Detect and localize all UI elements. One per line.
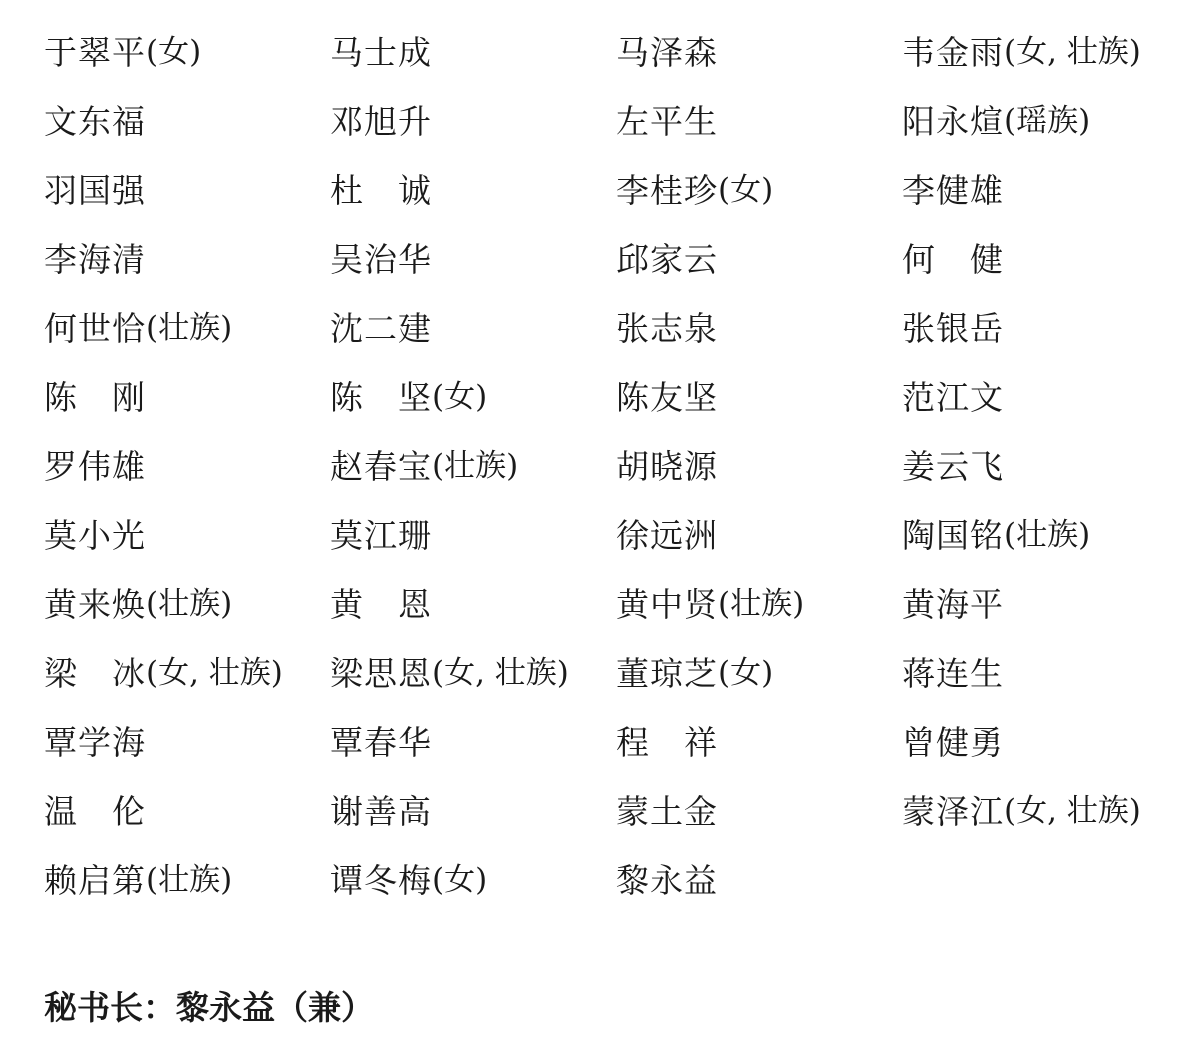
member-entry	[616, 777, 902, 846]
member-entry	[616, 363, 902, 432]
member-name: 羽国强	[44, 171, 146, 210]
member-name: 何 健	[902, 240, 1004, 279]
member-note: (壮族)	[146, 862, 233, 898]
member-entry	[902, 777, 1194, 846]
member-name: 张志泉	[616, 309, 718, 348]
member-name: 范江文	[902, 378, 1004, 417]
member-entry	[902, 87, 1194, 156]
member-entry	[44, 87, 330, 156]
member-name: 陶国铭	[902, 516, 1004, 555]
member-name: 陈 刚	[44, 378, 146, 417]
member-name: 韦金雨	[902, 33, 1004, 72]
member-entry	[330, 639, 616, 708]
member-entry	[616, 570, 902, 639]
member-entry	[44, 846, 330, 915]
member-entry	[330, 87, 616, 156]
member-name: 梁思恩	[330, 654, 432, 693]
member-name: 莫江珊	[330, 516, 432, 555]
member-entry	[330, 225, 616, 294]
member-entry	[616, 156, 902, 225]
member-name: 覃春华	[330, 723, 432, 762]
member-entry	[44, 156, 330, 225]
member-entry	[330, 570, 616, 639]
member-entry	[902, 225, 1194, 294]
member-entry	[44, 18, 330, 87]
member-note: (女)	[718, 655, 774, 691]
member-name: 罗伟雄	[44, 447, 146, 486]
member-name: 黄 恩	[330, 585, 432, 624]
member-entry	[902, 708, 1194, 777]
member-entry	[44, 432, 330, 501]
member-name: 李桂珍	[616, 171, 718, 210]
member-entry	[44, 639, 330, 708]
member-name: 赖启第	[44, 861, 146, 900]
member-entry	[44, 294, 330, 363]
member-name: 何世恰	[44, 309, 146, 348]
member-note: (女)	[146, 34, 202, 70]
member-name: 文东福	[44, 102, 146, 141]
member-name: 邱家云	[616, 240, 718, 279]
member-name: 蒋连生	[902, 654, 1004, 693]
member-name: 蒙泽江	[902, 792, 1004, 831]
member-name: 沈二建	[330, 309, 432, 348]
member-name: 莫小光	[44, 516, 146, 555]
member-name: 于翠平	[44, 33, 146, 72]
member-name: 吴治华	[330, 240, 432, 279]
member-entry	[330, 777, 616, 846]
member-name: 谭冬梅	[330, 861, 432, 900]
member-entry	[330, 363, 616, 432]
member-note: (女, 壮族)	[146, 655, 283, 691]
member-entry	[44, 570, 330, 639]
member-name: 黄来焕	[44, 585, 146, 624]
member-entry	[44, 708, 330, 777]
member-entry	[330, 432, 616, 501]
member-note: (女, 壮族)	[1004, 34, 1141, 70]
member-name: 阳永煊	[902, 102, 1004, 141]
member-name: 李健雄	[902, 171, 1004, 210]
member-entry	[616, 501, 902, 570]
member-entry	[330, 708, 616, 777]
member-note: (壮族)	[718, 586, 805, 622]
member-entry	[902, 501, 1194, 570]
member-entry	[616, 18, 902, 87]
member-note: (壮族)	[432, 448, 519, 484]
member-entry	[44, 363, 330, 432]
member-name: 温 伦	[44, 792, 146, 831]
member-entry	[44, 225, 330, 294]
member-entry	[902, 363, 1194, 432]
member-note: (女)	[432, 862, 488, 898]
member-entry	[44, 501, 330, 570]
member-name: 黄海平	[902, 585, 1004, 624]
member-name: 胡晓源	[616, 447, 718, 486]
member-name: 左平生	[616, 102, 718, 141]
member-entry	[616, 846, 902, 915]
member-entry	[330, 294, 616, 363]
member-entry	[902, 432, 1194, 501]
member-note: (壮族)	[1004, 517, 1091, 553]
member-entry	[330, 501, 616, 570]
member-name: 梁 冰	[44, 654, 146, 693]
member-note: (女)	[718, 172, 774, 208]
member-entry	[902, 156, 1194, 225]
member-note: (瑶族)	[1004, 103, 1091, 139]
member-note: (女, 壮族)	[1004, 793, 1141, 829]
member-entry	[902, 294, 1194, 363]
member-note: (女, 壮族)	[432, 655, 569, 691]
member-name: 程 祥	[616, 723, 718, 762]
member-entry	[616, 87, 902, 156]
member-name: 董琼芝	[616, 654, 718, 693]
member-entry	[44, 777, 330, 846]
member-name: 陈 坚	[330, 378, 432, 417]
member-entry	[330, 18, 616, 87]
member-entry	[330, 846, 616, 915]
member-note: (壮族)	[146, 586, 233, 622]
member-name: 邓旭升	[330, 102, 432, 141]
member-name: 杜 诚	[330, 171, 432, 210]
member-name: 姜云飞	[902, 447, 1004, 486]
member-name: 黄中贤	[616, 585, 718, 624]
member-entry	[616, 432, 902, 501]
secretary-general-line: 秘书长：黎永益（兼）	[44, 988, 374, 1027]
member-name: 覃学海	[44, 723, 146, 762]
member-name: 李海清	[44, 240, 146, 279]
member-entry	[616, 294, 902, 363]
member-name: 徐远洲	[616, 516, 718, 555]
member-note: (壮族)	[146, 310, 233, 346]
member-name: 赵春宝	[330, 447, 432, 486]
member-entry	[902, 639, 1194, 708]
member-name: 谢善高	[330, 792, 432, 831]
member-entry	[902, 570, 1194, 639]
member-name: 陈友坚	[616, 378, 718, 417]
member-entry	[616, 639, 902, 708]
member-entry	[330, 156, 616, 225]
member-name: 马泽森	[616, 33, 718, 72]
member-entry	[616, 225, 902, 294]
member-entry	[616, 708, 902, 777]
member-name: 张银岳	[902, 309, 1004, 348]
member-name-list	[44, 18, 1194, 915]
member-entry	[902, 18, 1194, 87]
member-name: 蒙土金	[616, 792, 718, 831]
member-name: 黎永益	[616, 861, 718, 900]
member-name: 曾健勇	[902, 723, 1004, 762]
member-name: 马士成	[330, 33, 432, 72]
member-note: (女)	[432, 379, 488, 415]
